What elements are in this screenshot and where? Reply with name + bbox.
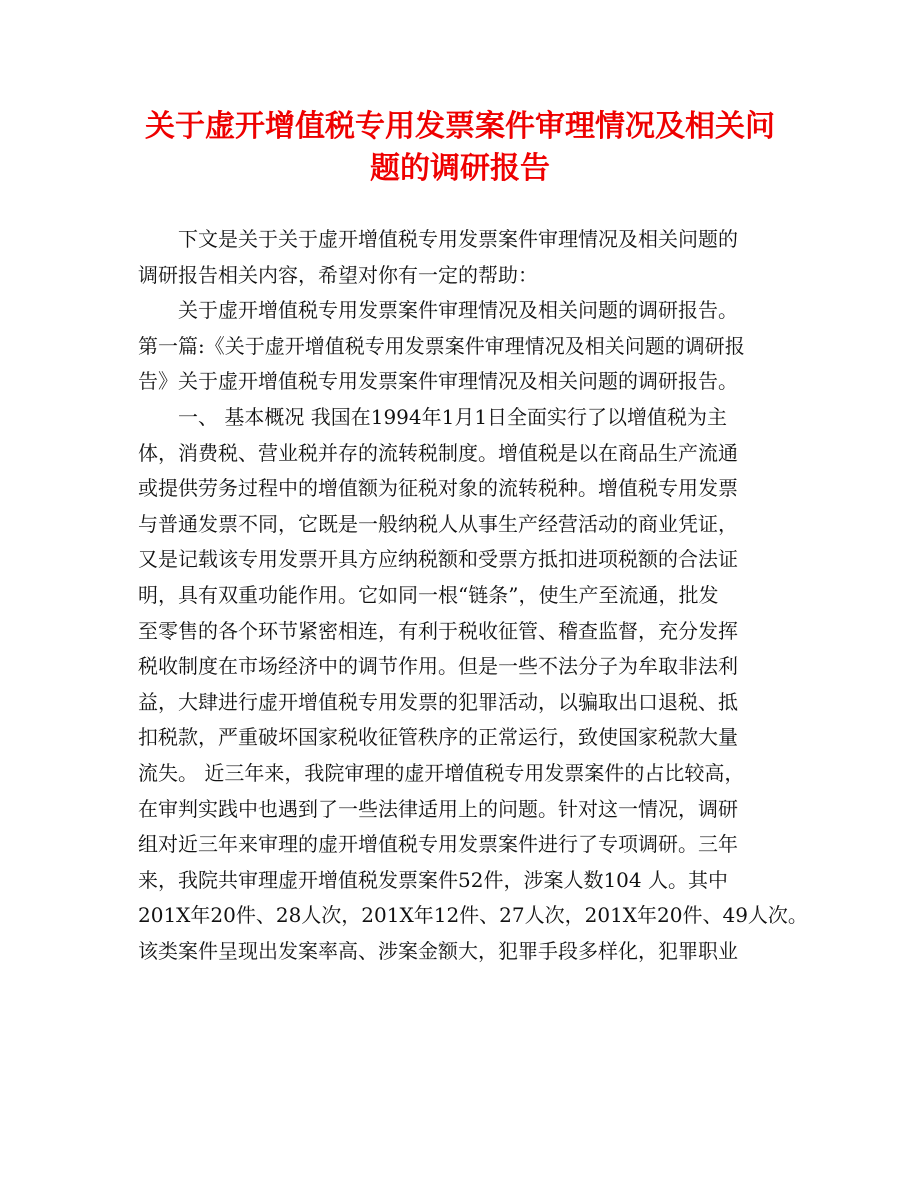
document-body — [138, 222, 808, 969]
text-line: 关于虚开增值税专用发票案件审理情况及相关问题的调研报告。 — [178, 298, 738, 323]
text-line: 201X年20件、28人次，201X年12件、27人次，201X年20件、49人次。 — [138, 903, 808, 928]
text-line: 告》关于虚开增值税专用发票案件审理情况及相关问题的调研报告。 — [138, 369, 738, 394]
text-line: 体，消费税、营业税并存的流转税制度。增值税是以在商品生产流通 — [138, 440, 738, 465]
text-line: 该类案件呈现出发案率高、涉案金额大，犯罪手段多样化，犯罪职业 — [138, 938, 738, 963]
text-line: 益，大肆进行虚开增值税专用发票的犯罪活动，以骗取出口退税、抵 — [138, 689, 738, 714]
text-line: 流失。 近三年来，我院审理的虚开增值税专用发票案件的占比较高， — [138, 760, 745, 785]
text-line: 组对近三年来审理的虚开增值税专用发票案件进行了专项调研。三年 — [138, 832, 738, 857]
document-title — [118, 106, 802, 190]
text-line: 下文是关于关于虚开增值税专用发票案件审理情况及相关问题的 — [178, 227, 738, 251]
text-line: 或提供劳务过程中的增值额为征税对象的流转税种。增值税专用发票 — [138, 476, 738, 501]
title-line-2: 题的调研报告 — [370, 151, 550, 186]
text-line: 来，我院共审理虚开增值税发票案件52件，涉案人数104 人。其中 — [138, 867, 728, 892]
title-line-1: 关于虚开增值税专用发票案件审理情况及相关问 — [145, 109, 775, 144]
text-line: 第一篇:《关于虚开增值税专用发票案件审理情况及相关问题的调研报 — [138, 333, 745, 358]
text-line: 调研报告相关内容，希望对你有一定的帮助： — [138, 262, 538, 287]
text-line: 扣税款，严重破坏国家税收征管秩序的正常运行，致使国家税款大量 — [138, 725, 738, 750]
text-line: 与普通发票不同，它既是一般纳税人从事生产经营活动的商业凭证， — [138, 511, 738, 536]
text-line: 又是记载该专用发票开具方应纳税额和受票方抵扣进项税额的合法证 — [138, 547, 738, 572]
text-line: 在审判实践中也遇到了一些法律适用上的问题。针对这一情况，调研 — [138, 796, 738, 821]
text-line: 至零售的各个环节紧密相连，有利于税收征管、稽查监督，充分发挥 — [138, 618, 738, 643]
text-line: 明，具有双重功能作用。它如同一根“链条”，使生产至流通，批发 — [138, 582, 719, 607]
text-line: 税收制度在市场经济中的调节作用。但是一些不法分子为牟取非法利 — [138, 654, 738, 679]
text-line: 一、 基本概况 我国在1994年1月1日全面实行了以增值税为主 — [178, 404, 728, 429]
